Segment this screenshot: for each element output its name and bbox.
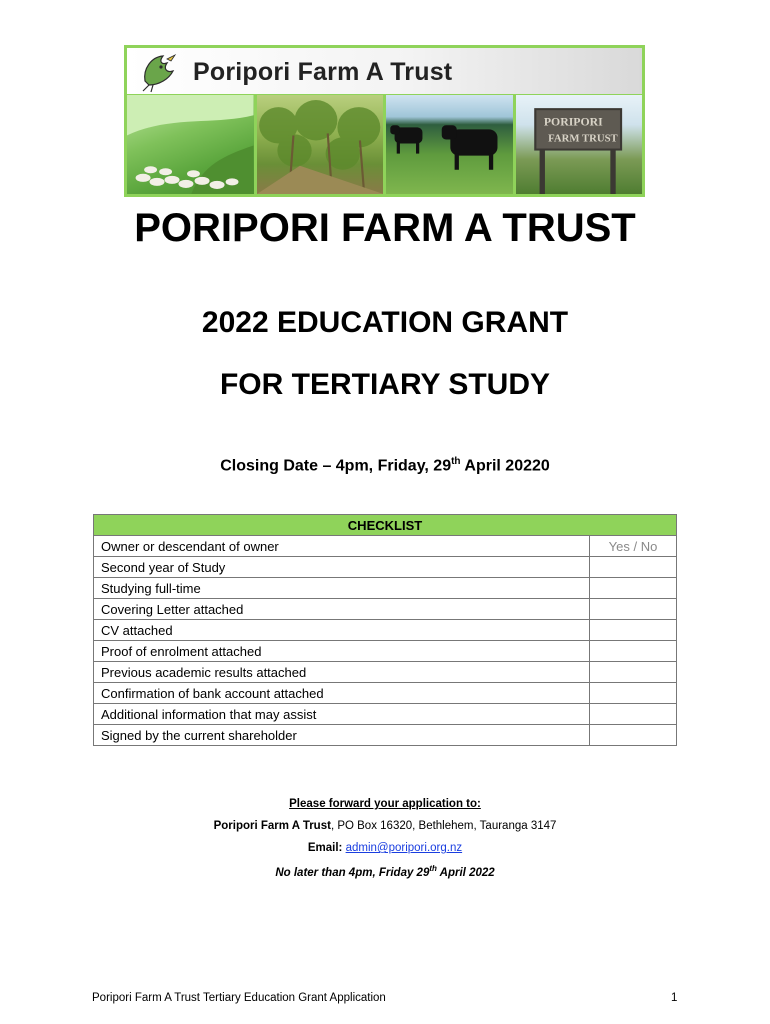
- checklist-item-label: CV attached: [94, 620, 590, 641]
- checklist-item-label: Previous academic results attached: [94, 662, 590, 683]
- document-subtitle-year: 2022 EDUCATION GRANT: [201, 306, 569, 339]
- deadline-note: No later than 4pm, Friday 29th April 2022: [275, 864, 495, 879]
- org-name: Poripori Farm A Trust: [213, 820, 331, 832]
- checklist-item-label: Second year of Study: [94, 557, 590, 578]
- checklist-answer-cell[interactable]: [590, 620, 677, 641]
- checklist-answer-cell[interactable]: Yes / No: [590, 536, 677, 557]
- table-row: [94, 725, 677, 746]
- checklist-answer-cell[interactable]: [590, 578, 677, 599]
- checklist-answer-cell[interactable]: [590, 704, 677, 725]
- banner-title-bar: [127, 48, 642, 94]
- page-number: 1: [671, 992, 678, 1004]
- checklist-item-label: Confirmation of bank account attached: [94, 683, 590, 704]
- checklist-item-label: Covering Letter attached: [94, 599, 590, 620]
- checklist-answer-cell[interactable]: [590, 683, 677, 704]
- table-row: [94, 641, 677, 662]
- checklist-answer-cell[interactable]: [590, 662, 677, 683]
- sheep-on-hillside-photo: [127, 95, 254, 194]
- table-row: [94, 662, 677, 683]
- checklist-table: [93, 514, 677, 746]
- closing-date: Closing Date – 4pm, Friday, 29th April 20220: [220, 456, 550, 475]
- table-row: [94, 557, 677, 578]
- farm-sign-photo: [516, 95, 643, 194]
- header-banner: [124, 45, 645, 197]
- svg-text:FARM TRUST: FARM TRUST: [547, 133, 618, 145]
- footer-text: Poripori Farm A Trust Tertiary Education Grant Application: [92, 992, 386, 1004]
- checklist-item-label: Additional information that may assist: [94, 704, 590, 725]
- document-subtitle-study: FOR TERTIARY STUDY: [219, 368, 550, 401]
- checklist-header: CHECKLIST: [94, 515, 677, 536]
- mailing-address: [0, 820, 770, 832]
- checklist-answer-cell[interactable]: [590, 557, 677, 578]
- table-row: [94, 536, 677, 557]
- svg-text:PORIPORI: PORIPORI: [543, 116, 603, 129]
- address-text: , PO Box 16320, Bethlehem, Tauranga 3147: [330, 820, 557, 832]
- checklist-item-label: Signed by the current shareholder: [94, 725, 590, 746]
- checklist-answer-cell[interactable]: [590, 641, 677, 662]
- table-row: [94, 704, 677, 725]
- document-title: PORIPORI FARM A TRUST: [134, 206, 636, 250]
- email-line: [0, 842, 770, 854]
- email-label: Email:: [307, 842, 343, 854]
- table-row: [94, 683, 677, 704]
- checklist-answer-cell[interactable]: [590, 725, 677, 746]
- banner-title: Poripori Farm A Trust: [193, 58, 453, 86]
- checklist-item-label: Proof of enrolment attached: [94, 641, 590, 662]
- bird-logo-icon: [137, 51, 181, 93]
- cattle-photo: [386, 95, 513, 194]
- email-link[interactable]: admin@poripori.org.nz: [345, 842, 463, 854]
- table-row: [94, 620, 677, 641]
- table-row: [94, 599, 677, 620]
- checklist-item-label: Studying full-time: [94, 578, 590, 599]
- checklist-answer-cell[interactable]: [590, 599, 677, 620]
- banner-photos: [127, 95, 642, 194]
- table-row: [94, 578, 677, 599]
- vineyard-photo: [257, 95, 384, 194]
- forward-heading: Please forward your application to:: [289, 798, 481, 810]
- checklist-item-label: Owner or descendant of owner: [94, 536, 590, 557]
